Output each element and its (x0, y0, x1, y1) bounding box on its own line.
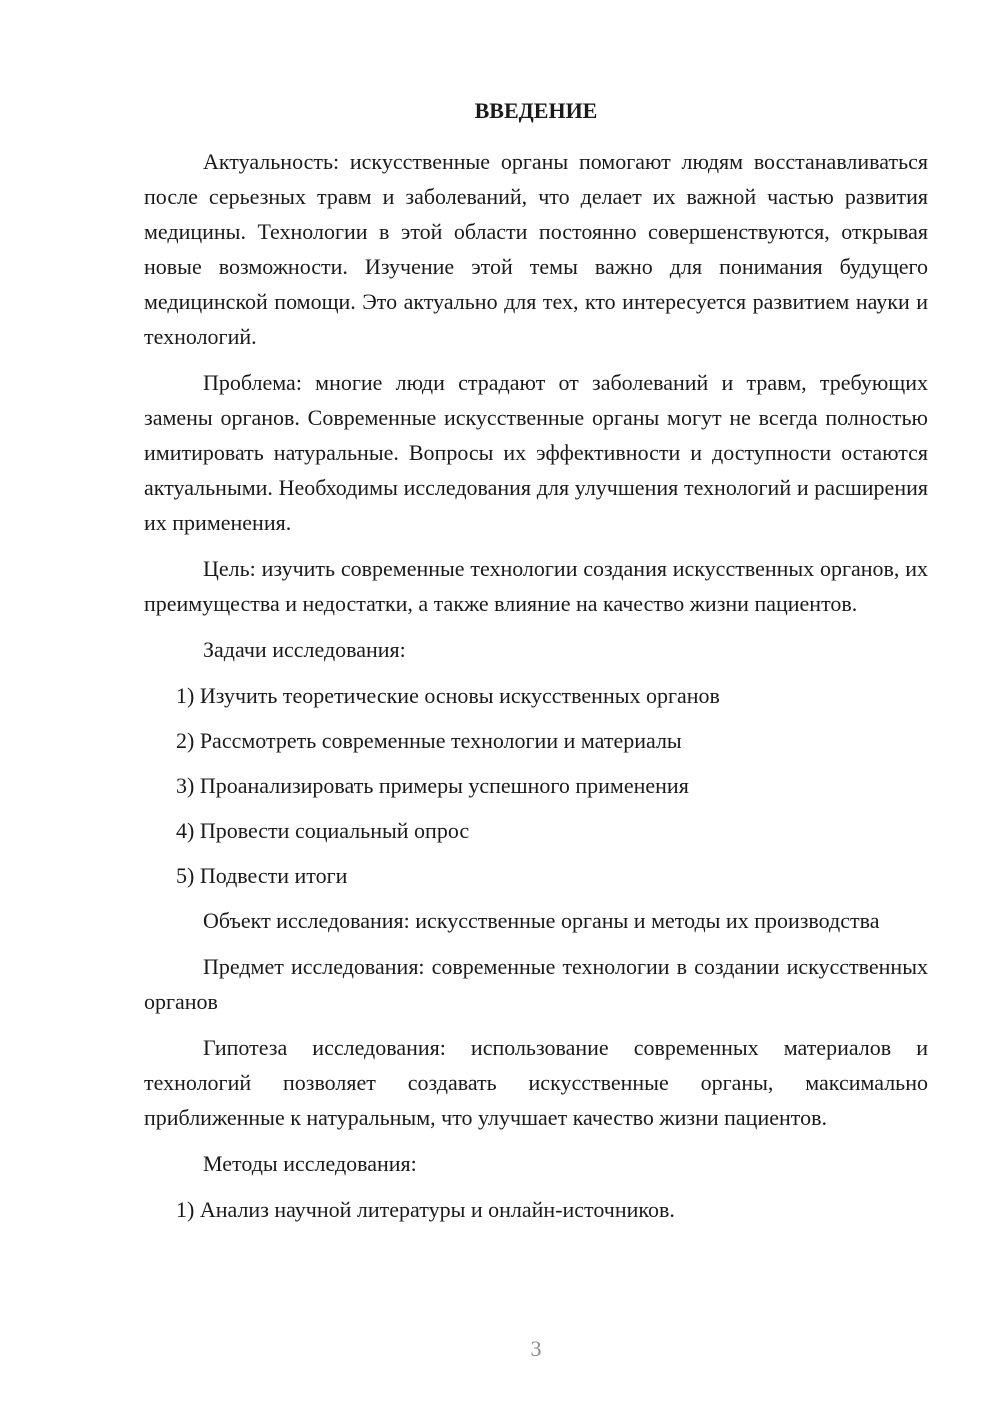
goal-paragraph: Цель: изучить современные технологии создания искусственных органов, их преимущества и недостатки, а также влияние на качество жизни пациентов. (144, 556, 928, 616)
page-title: ВВЕДЕНИЕ (474, 98, 598, 123)
page-content (144, 144, 928, 1237)
list-item: 4) Провести социальный опрос (176, 818, 470, 843)
list-item: 1) Изучить теоретические основы искусственных органов (176, 683, 720, 708)
methods-heading: Методы исследования: (203, 1151, 417, 1176)
subject-paragraph: Предмет исследования: современные технологии в создании искусственных органов (144, 954, 928, 1014)
page-number: 3 (530, 1336, 542, 1361)
object-paragraph: Объект исследования: искусственные органы и методы их производства (203, 908, 880, 933)
list-item: 5) Подвести итоги (176, 863, 348, 888)
relevance-paragraph: Актуальность: искусственные органы помогают людям восстанавливаться после серьезных травм и заболеваний, что делает их важной частью развития медицины. Технологии в этой области постоянно совершенствуются, открывая новые возможности. Изучение этой темы важно для понимания будущего медицинской помощи. Это актуально для тех, кто интересуется развитием науки и технологий. (144, 149, 928, 349)
tasks-list (144, 678, 928, 893)
methods-list (144, 1192, 928, 1227)
hypothesis-paragraph: Гипотеза исследования: использование современных материалов и технологий позволяет создавать искусственные органы, максимально приближенные к натуральным, что улучшает качество жизни пациентов. (144, 1035, 928, 1130)
list-item: 2) Рассмотреть современные технологии и материалы (176, 728, 682, 753)
list-item: 3) Проанализировать примеры успешного применения (176, 773, 689, 798)
tasks-heading: Задачи исследования: (203, 637, 406, 662)
list-item: 1) Анализ научной литературы и онлайн-источников. (176, 1197, 675, 1222)
problem-paragraph: Проблема: многие люди страдают от заболеваний и травм, требующих замены органов. Современные искусственные органы могут не всегда полностью имитировать натуральные. Вопросы их эффективности и доступности остаются актуальными. Необходимы исследования для улучшения технологий и расширения их применения. (144, 370, 928, 535)
